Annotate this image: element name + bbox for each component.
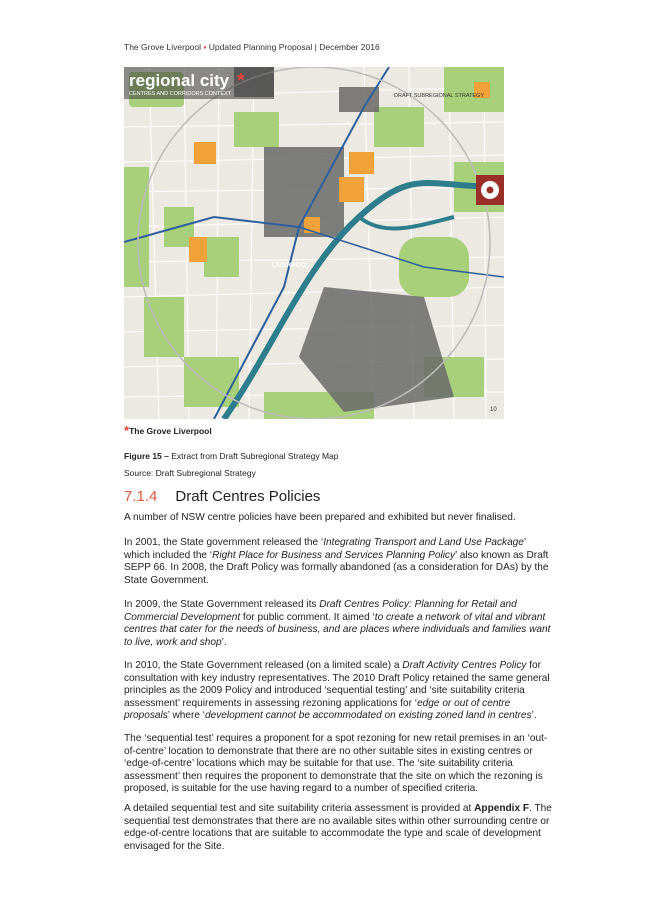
p6-text: A detailed sequential test and site suitability criteria assessment is provided at [124,803,475,814]
map-town-label: LIVERPOOL [272,262,310,269]
p4-italic-policy: Draft Activity Centres Policy [402,660,527,671]
p3-text: for public comment. It aimed ‘ [240,611,375,623]
p4-text: ’. [531,710,537,722]
paragraph-5: The ‘sequential test’ requires a proponent for a spot rezoning for new retail premises in an ‘out-of-centre’ location to demonstrate that there are no other suitable sites in existing centres or ‘edge-of-centre’ locations which may be suitable for that use. The ‘site suitability criteria assessment’ then requires the proponent to demonstrate that the site on which the rezoning is proposed, is suitable for the use having regard to a number of specified criteria. [124,733,548,795]
p3-text: In 2009, the State Government released its [124,599,320,610]
figure-caption [124,451,339,461]
header-doc-name: The Grove Liverpool [124,42,202,52]
legend-star-icon: * [124,423,130,438]
p2-italic-package: Integrating Transport and Land Use Package [323,537,524,548]
p6-text: . The sequential test demonstrates that there are no available sites within other surrounding centre or edge-of-centre locations that are suitable to accommodate the type and scale of development envisaged for the Site. [124,803,552,852]
paragraph-2 [124,537,554,587]
map-title: regional city [129,71,230,90]
p4-text: ’ where ‘ [167,710,205,722]
figure-source: Source: Draft Subregional Strategy [124,468,256,478]
p6-appendix-ref: Appendix F [474,803,530,814]
figure-number: Figure 15 – [124,451,169,461]
p3-italic-policy: Draft Centres Policy: Planning for Retail and Commercial Development [124,599,517,623]
paragraph-4 [124,660,554,723]
p2-italic-policy: Right Place for Business and Services Planning Policy [212,549,456,561]
paragraph-1: A number of NSW centre policies have been prepared and exhibited but never finalised. [124,512,516,523]
p4-text: In 2010, the State Government released (on a limited scale) a [124,660,403,671]
p3-italic-quote: to create a network of vital and vibrant centres that cater for the needs of business, and are places where individuals and families want to live, work and shop [124,611,551,648]
p4-italic-quote: development cannot be accommodated on existing zoned land in centres [205,710,532,722]
section-number: 7.1.4 [124,488,158,505]
p2-text: ’ which included the ‘ [124,537,526,561]
p3-text: ’. [221,636,227,648]
strategy-map [124,67,504,419]
figure-title: Extract from Draft Subregional Strategy Map [168,451,339,461]
section-title: Draft Centres Policies [175,488,321,505]
paragraph-3 [124,599,554,649]
p4-text: for consultation with key industry representatives. The 2010 Draft Policy retained the same general principles as the 2009 Policy and introduced ‘sequential testing’ and ‘site suitability criteria assessment’ requirements in assessing rezoning applications for ‘ [124,660,550,709]
map-strategy-label: DRAFT SUBREGIONAL STRATEGY [394,93,485,99]
map-page-number: 10 [490,407,497,413]
p4-italic-quote: edge or out of centre proposals [124,697,511,722]
map-legend [124,423,212,438]
section-heading [124,488,320,505]
map-subtitle: CENTRES AND CORRIDORS CONTEXT [129,91,232,97]
running-header [124,42,380,52]
legend-label: The Grove Liverpool [129,426,212,436]
p2-text: In 2001, the State government released the ‘ [124,537,324,548]
header-doc-title: Updated Planning Proposal | December 2016 [208,42,380,52]
paragraph-6 [124,803,554,853]
map-title-star: * [237,70,245,92]
p2-text: ’ also known as Draft SEPP 66. In 2008, the Draft Policy was formally abandoned (as a consideration for DAs) by the State Government. [124,549,549,586]
header-bullet: ▪ [203,42,207,52]
